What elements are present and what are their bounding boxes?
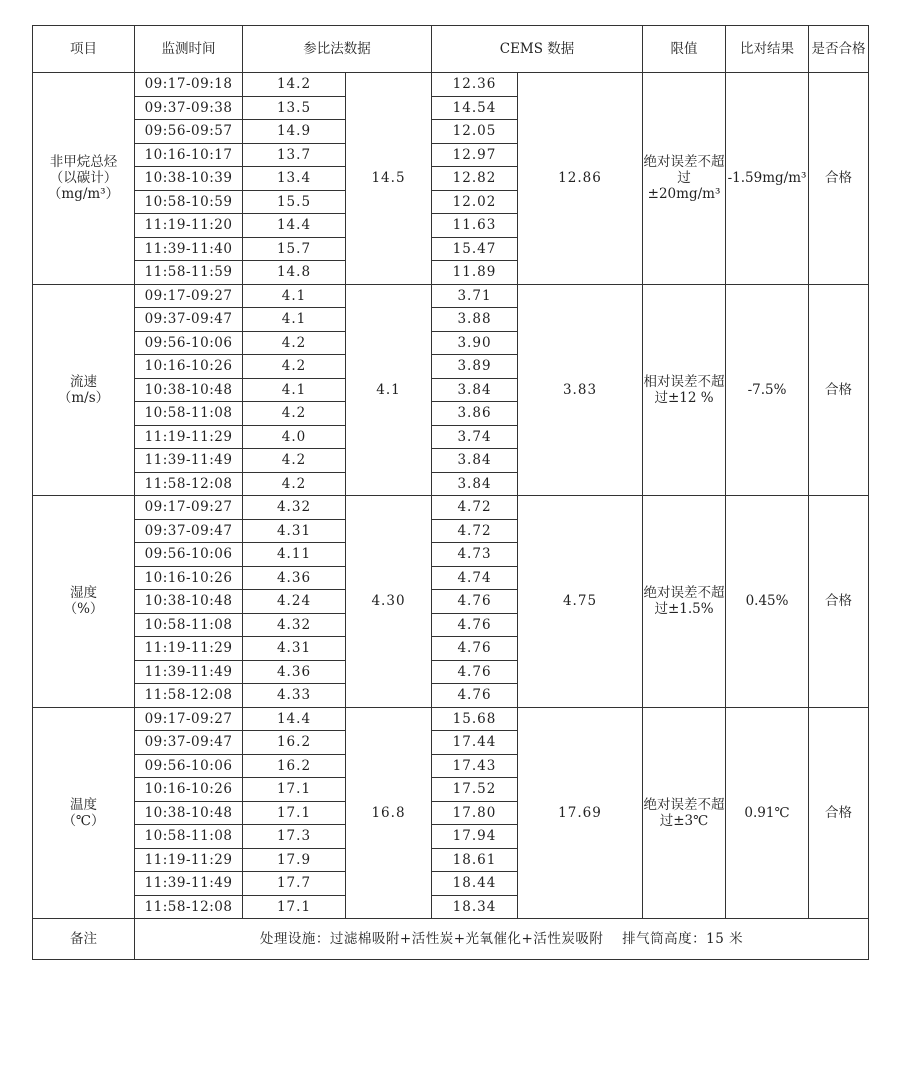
cems-value: 3.86	[432, 402, 518, 426]
ref-value: 4.24	[243, 590, 346, 614]
cems-value: 18.34	[432, 895, 518, 919]
limit-line: 绝对误差不超	[643, 585, 725, 602]
time-cell: 10:16-10:26	[135, 566, 243, 590]
time-cell: 09:56-10:06	[135, 754, 243, 778]
ref-value: 15.5	[243, 190, 346, 214]
cems-average: 12.86	[518, 73, 643, 285]
data-row	[33, 284, 869, 308]
item-name-line: 温度	[70, 796, 97, 813]
ref-value: 4.2	[243, 472, 346, 496]
table-body	[33, 26, 869, 960]
pass-cell: 合格	[809, 284, 869, 496]
cems-value: 4.76	[432, 613, 518, 637]
ref-average: 16.8	[346, 707, 432, 919]
ref-value: 4.31	[243, 519, 346, 543]
ref-value: 4.0	[243, 425, 346, 449]
ref-value: 4.32	[243, 496, 346, 520]
item-name-line: 湿度	[70, 585, 97, 602]
result-cell: 0.91℃	[726, 707, 809, 919]
ref-value: 4.36	[243, 660, 346, 684]
item-name-line: （mg/m³）	[47, 186, 120, 203]
time-cell: 11:19-11:29	[135, 848, 243, 872]
item-name-line: 流速	[70, 373, 97, 390]
time-cell: 11:58-12:08	[135, 684, 243, 708]
cems-value: 4.76	[432, 684, 518, 708]
ref-value: 4.2	[243, 331, 346, 355]
ref-value: 16.2	[243, 731, 346, 755]
note-label: 备注	[33, 919, 135, 960]
ref-value: 16.2	[243, 754, 346, 778]
cems-value: 4.72	[432, 496, 518, 520]
pass-cell: 合格	[809, 707, 869, 919]
time-cell: 11:39-11:49	[135, 660, 243, 684]
ref-value: 13.5	[243, 96, 346, 120]
ref-value: 17.3	[243, 825, 346, 849]
ref-value: 13.7	[243, 143, 346, 167]
ref-value: 15.7	[243, 237, 346, 261]
time-cell: 09:17-09:27	[135, 707, 243, 731]
data-row	[33, 496, 869, 520]
cems-value: 4.73	[432, 543, 518, 567]
ref-value: 4.33	[243, 684, 346, 708]
item-name	[33, 284, 135, 496]
note-row	[33, 919, 869, 960]
item-name	[33, 496, 135, 708]
time-cell: 10:58-11:08	[135, 613, 243, 637]
item-name-line: （m/s）	[57, 389, 110, 406]
pass-cell: 合格	[809, 496, 869, 708]
time-cell: 10:38-10:48	[135, 801, 243, 825]
ref-value: 4.1	[243, 284, 346, 308]
cems-value: 4.76	[432, 590, 518, 614]
ref-value: 4.36	[243, 566, 346, 590]
limit-line: 绝对误差不超	[643, 796, 725, 813]
header-row	[33, 26, 869, 73]
cems-value: 17.52	[432, 778, 518, 802]
pass-cell: 合格	[809, 73, 869, 285]
time-cell: 10:58-11:08	[135, 402, 243, 426]
ref-value: 14.9	[243, 120, 346, 144]
ref-value: 4.2	[243, 355, 346, 379]
time-cell: 11:19-11:20	[135, 214, 243, 238]
cems-value: 12.97	[432, 143, 518, 167]
ref-value: 4.11	[243, 543, 346, 567]
cems-value: 3.74	[432, 425, 518, 449]
limit-cell	[643, 284, 726, 496]
cems-value: 15.47	[432, 237, 518, 261]
time-cell: 10:16-10:26	[135, 778, 243, 802]
time-cell: 09:56-09:57	[135, 120, 243, 144]
item-name	[33, 73, 135, 285]
cems-value: 15.68	[432, 707, 518, 731]
ref-value: 17.1	[243, 895, 346, 919]
cems-value: 11.89	[432, 261, 518, 285]
data-row	[33, 73, 869, 97]
time-cell: 10:16-10:17	[135, 143, 243, 167]
cems-value: 14.54	[432, 96, 518, 120]
time-cell: 11:39-11:40	[135, 237, 243, 261]
header-time: 监测时间	[135, 26, 243, 73]
limit-line: 过±3℃	[659, 812, 709, 829]
time-cell: 09:56-10:06	[135, 331, 243, 355]
cems-value: 12.82	[432, 167, 518, 191]
cems-value: 18.44	[432, 872, 518, 896]
time-cell: 11:39-11:49	[135, 449, 243, 473]
time-cell: 09:37-09:38	[135, 96, 243, 120]
cems-value: 17.94	[432, 825, 518, 849]
cems-value: 4.74	[432, 566, 518, 590]
time-cell: 10:38-10:48	[135, 590, 243, 614]
ref-value: 13.4	[243, 167, 346, 191]
cems-value: 11.63	[432, 214, 518, 238]
time-cell: 11:19-11:29	[135, 637, 243, 661]
limit-cell	[643, 496, 726, 708]
ref-value: 17.1	[243, 778, 346, 802]
cems-value: 4.72	[432, 519, 518, 543]
cems-value: 17.80	[432, 801, 518, 825]
cems-value: 12.36	[432, 73, 518, 97]
time-cell: 09:17-09:18	[135, 73, 243, 97]
time-cell: 09:56-10:06	[135, 543, 243, 567]
ref-value: 14.8	[243, 261, 346, 285]
limit-line: 相对误差不超	[643, 373, 725, 390]
time-cell: 11:58-11:59	[135, 261, 243, 285]
time-cell: 10:58-10:59	[135, 190, 243, 214]
time-cell: 11:19-11:29	[135, 425, 243, 449]
cems-value: 3.90	[432, 331, 518, 355]
ref-value: 4.32	[243, 613, 346, 637]
ref-average: 14.5	[346, 73, 432, 285]
ref-value: 4.31	[243, 637, 346, 661]
cems-value: 3.84	[432, 378, 518, 402]
ref-value: 4.1	[243, 378, 346, 402]
item-name-line: （%）	[63, 601, 104, 618]
header-cems: CEMS 数据	[432, 26, 643, 73]
cems-value: 3.84	[432, 472, 518, 496]
ref-value: 14.4	[243, 214, 346, 238]
cems-value: 17.43	[432, 754, 518, 778]
item-name-line: （以碳计）	[49, 170, 118, 187]
header-ref: 参比法数据	[243, 26, 432, 73]
time-cell: 10:38-10:39	[135, 167, 243, 191]
time-cell: 10:38-10:48	[135, 378, 243, 402]
time-cell: 10:16-10:26	[135, 355, 243, 379]
time-cell: 11:58-12:08	[135, 472, 243, 496]
limit-cell	[643, 73, 726, 285]
time-cell: 09:17-09:27	[135, 496, 243, 520]
cems-average: 17.69	[518, 707, 643, 919]
cems-average: 3.83	[518, 284, 643, 496]
ref-value: 17.9	[243, 848, 346, 872]
result-cell: -7.5%	[726, 284, 809, 496]
cems-value: 3.84	[432, 449, 518, 473]
cems-value: 4.76	[432, 637, 518, 661]
time-cell: 09:17-09:27	[135, 284, 243, 308]
header-item: 项目	[33, 26, 135, 73]
cems-value: 18.61	[432, 848, 518, 872]
limit-cell	[643, 707, 726, 919]
note-text: 处理设施：过滤棉吸附+活性炭+光氧催化+活性炭吸附 排气筒高度：15 米	[135, 919, 869, 960]
ref-value: 14.4	[243, 707, 346, 731]
ref-value: 14.2	[243, 73, 346, 97]
header-pass: 是否合格	[809, 26, 869, 73]
data-row	[33, 707, 869, 731]
ref-value: 17.1	[243, 801, 346, 825]
time-cell: 09:37-09:47	[135, 731, 243, 755]
ref-average: 4.1	[346, 284, 432, 496]
time-cell: 11:58-12:08	[135, 895, 243, 919]
time-cell: 11:39-11:49	[135, 872, 243, 896]
limit-line: 过±20mg/m³	[647, 170, 721, 203]
ref-value: 4.1	[243, 308, 346, 332]
cems-value: 12.02	[432, 190, 518, 214]
item-name-line: 非甲烷总烃	[49, 154, 118, 171]
cems-value: 12.05	[432, 120, 518, 144]
cems-value: 4.76	[432, 660, 518, 684]
result-cell: 0.45%	[726, 496, 809, 708]
time-cell: 09:37-09:47	[135, 308, 243, 332]
limit-line: 绝对误差不超	[643, 154, 725, 171]
limit-line: 过±12 %	[654, 389, 714, 406]
ref-average: 4.30	[346, 496, 432, 708]
item-name	[33, 707, 135, 919]
comparison-table	[32, 25, 869, 960]
time-cell: 10:58-11:08	[135, 825, 243, 849]
cems-value: 3.88	[432, 308, 518, 332]
cems-value: 3.71	[432, 284, 518, 308]
time-cell: 09:37-09:47	[135, 519, 243, 543]
cems-value: 17.44	[432, 731, 518, 755]
header-result: 比对结果	[726, 26, 809, 73]
ref-value: 4.2	[243, 449, 346, 473]
header-limit: 限值	[643, 26, 726, 73]
ref-value: 4.2	[243, 402, 346, 426]
ref-value: 17.7	[243, 872, 346, 896]
item-name-line: （℃）	[62, 812, 105, 829]
cems-value: 3.89	[432, 355, 518, 379]
result-cell: -1.59mg/m³	[726, 73, 809, 285]
limit-line: 过±1.5%	[654, 601, 714, 618]
cems-average: 4.75	[518, 496, 643, 708]
